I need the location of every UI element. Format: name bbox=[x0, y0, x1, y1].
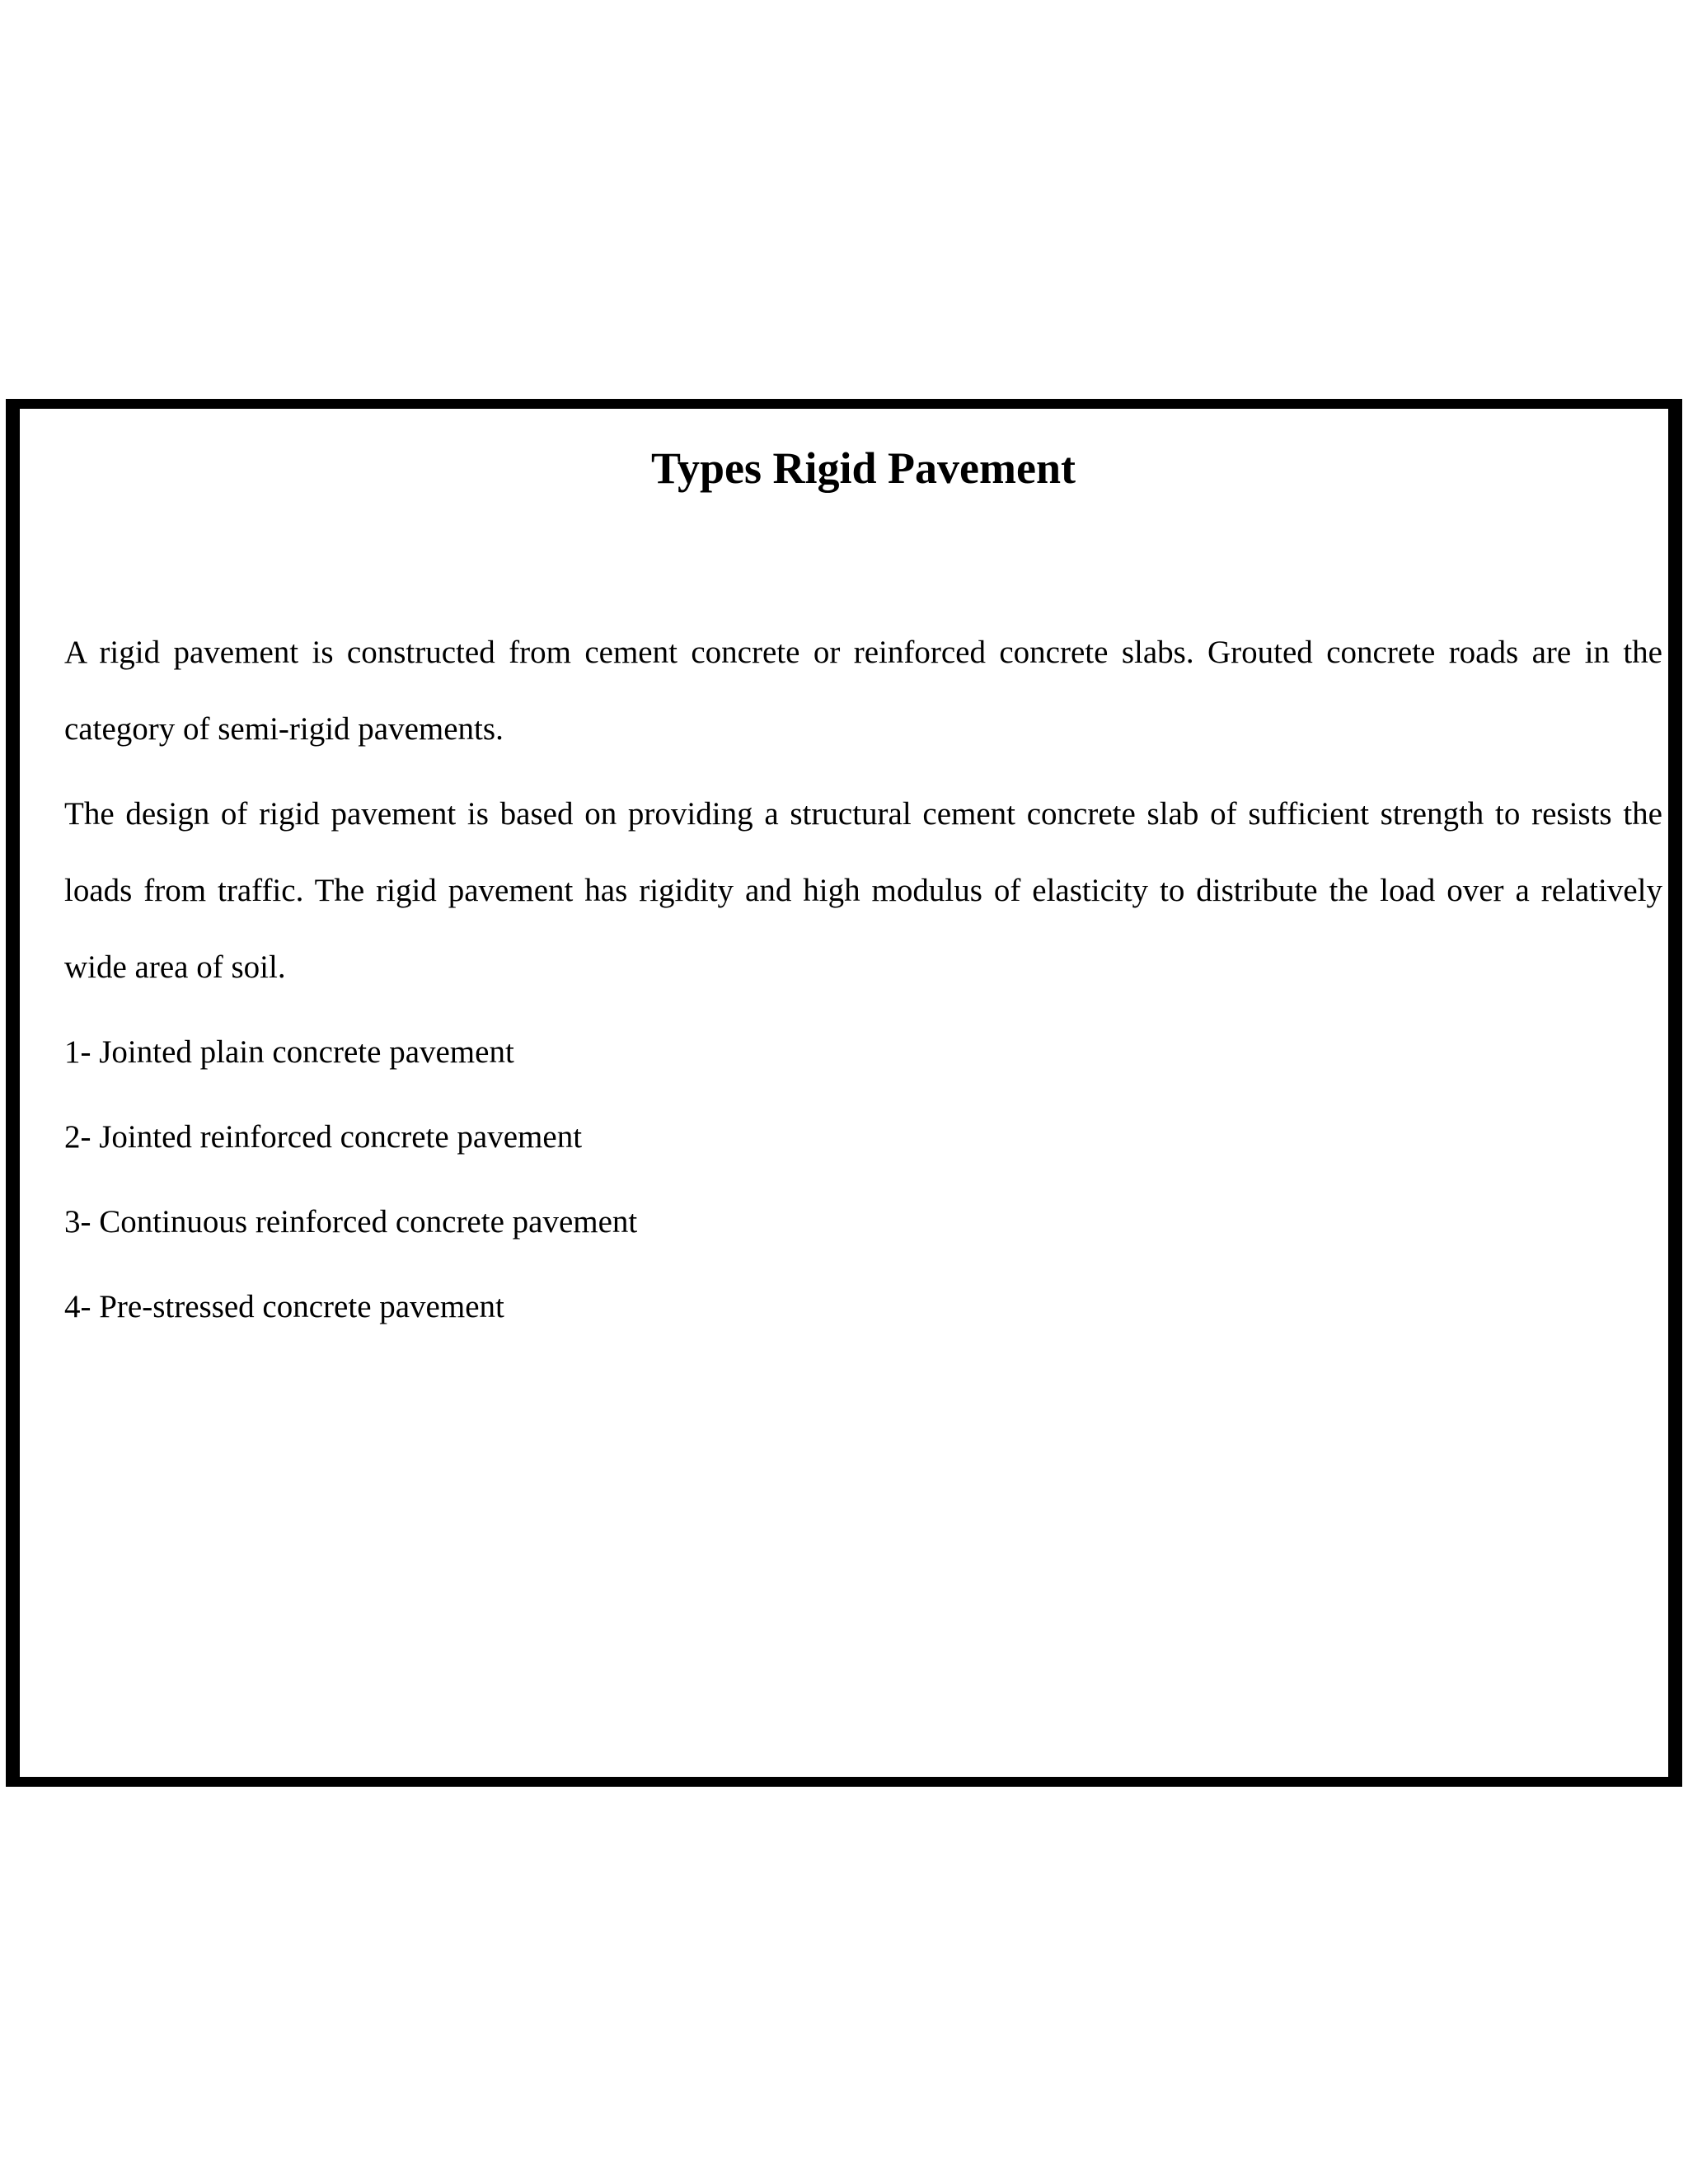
page-border-inner-left-line bbox=[16, 409, 20, 1777]
intro-paragraph: A rigid pavement is constructed from cement concrete or reinforced concrete slabs. Grouted concrete roads are in the category of semi-rigid pavements. bbox=[64, 635, 1662, 747]
list-item: 3- Continuous reinforced concrete pavement bbox=[64, 1204, 638, 1240]
list-item: 1- Jointed plain concrete pavement bbox=[64, 1034, 514, 1070]
list-item: 4- Pre-stressed concrete pavement bbox=[64, 1289, 504, 1324]
pavement-types-list bbox=[64, 1014, 1662, 1345]
list-item: 2- Jointed reinforced concrete pavement bbox=[64, 1119, 583, 1155]
document-title: Types Rigid Pavement bbox=[651, 443, 1076, 493]
design-paragraph: The design of rigid pavement is based on providing a structural cement concrete slab of sufficient strength to resists the loads from traffic. The rigid pavement has rigidity and high modulus of elasticity to distribute the load over a relatively wide area of soil. bbox=[64, 796, 1662, 985]
page-border-inner-right-line bbox=[1668, 409, 1672, 1777]
document-content bbox=[64, 437, 1662, 1353]
